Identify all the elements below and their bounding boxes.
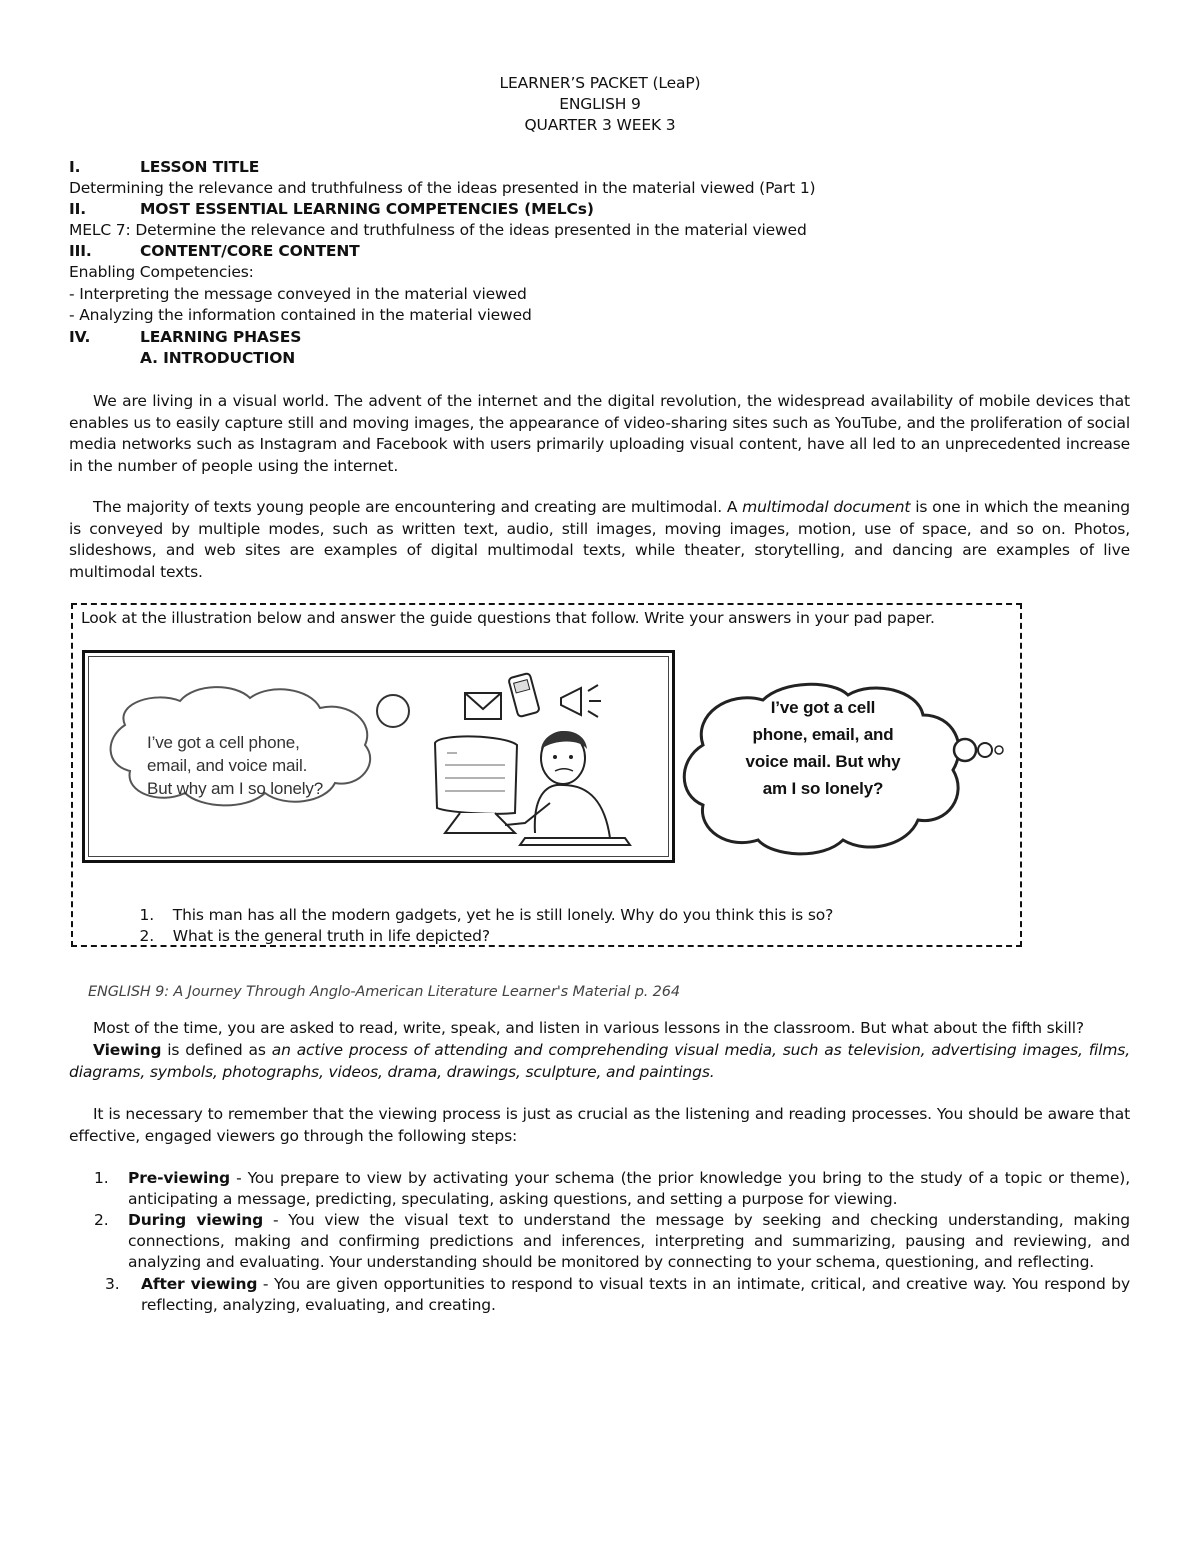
guide-questions: [117, 905, 833, 947]
envelope-icon: [465, 693, 501, 719]
introduction-subheading: A. INTRODUCTION: [140, 349, 296, 367]
viewing-definition: [69, 1040, 1130, 1083]
right-bubble-line-1: I’ve got a cell: [770, 698, 876, 717]
section-3-heading: [69, 241, 360, 262]
viewing-term: Viewing: [93, 1041, 162, 1059]
thought-dot-medium: [978, 743, 992, 757]
right-bubble-line-4: am I so lonely?: [762, 779, 884, 798]
step-during-viewing: [94, 1210, 1130, 1273]
section-4-number: IV.: [69, 328, 91, 346]
intro-paragraph-1: We are living in a visual world. The advent of the internet and the digital revolution, the widespread availability of mobile devices that enables us to easily capture still and moving images, the appearance of video-sharing sites such as YouTube, and the proliferation of social media networks such as Instagram and Facebook with users primarily uploading visual content, have all led to an unprecedented increase in the number of people using the internet.: [69, 392, 1130, 475]
right-bubble-line-3: voice mail. But why: [745, 752, 901, 771]
question-1-number: 1.: [139, 906, 154, 924]
intro-p2-end: is one in which the meaning is conveyed by multiple modes, such as written text, audio, still images, moving images, motion, use of space, and so on. Photos, slideshows, and web sites are examples of digital multimodal texts, while theater, storytelling, and dancing are examples of live multimodal texts.: [69, 498, 1130, 581]
man-figure: [505, 731, 630, 845]
computer-monitor-icon: [435, 736, 517, 833]
thought-circle: [377, 695, 409, 727]
step-after-viewing: [105, 1274, 1130, 1316]
guide-question-1: [117, 905, 833, 926]
melc-text: MELC 7: Determine the relevance and truthfulness of the ideas presented in the material viewed: [69, 221, 807, 239]
question-2-number: 2.: [139, 927, 154, 945]
cartoon-illustration: [82, 650, 675, 863]
step-1-text: - You prepare to view by activating your schema (the prior knowledge you bring to the study of a topic or theme), anticipating a message, predicting, speculating, asking questions, and setting a purpose for viewing.: [128, 1169, 1130, 1208]
section-3-number: III.: [69, 242, 92, 260]
multimodal-term: multimodal document: [742, 498, 911, 516]
guide-question-2: [117, 926, 833, 947]
competency-item-1: - Interpreting the message conveyed in the material viewed: [69, 285, 527, 303]
source-caption: ENGLISH 9: A Journey Through Anglo-American Literature Learner's Material p. 264: [88, 984, 680, 1000]
thought-dot-small: [995, 746, 1003, 754]
step-3-text: - You are given opportunities to respond to visual texts in an intimate, critical, and creative way. You respond by reflecting, analyzing, evaluating, and creating.: [141, 1275, 1130, 1314]
step-2-text: - You view the visual text to understand the message by seeking and checking understanding, making connections, making and confirming predictions and inferences, interpreting and summarizing, pausing and reviewing, and analyzing and evaluating. Your understanding should be monitored by connecting to your schema, questioning, and reflecting.: [128, 1211, 1130, 1271]
section-4-title: LEARNING PHASES: [140, 328, 302, 346]
left-bubble-line-1: I’ve got a cell phone,: [147, 733, 300, 752]
step-pre-viewing: [94, 1168, 1130, 1210]
step-2-term: During viewing: [128, 1211, 264, 1229]
step-1-number: 1.: [94, 1169, 109, 1187]
question-1-text: This man has all the modern gadgets, yet he is still lonely. Why do you think this is so?: [172, 906, 834, 924]
viewing-paragraph-1: Most of the time, you are asked to read, write, speak, and listen in various lessons in the classroom. But what about the fifth skill?: [93, 1019, 1084, 1037]
question-2-text: What is the general truth in life depicted?: [172, 927, 490, 945]
competency-item-2: - Analyzing the information contained in the material viewed: [69, 306, 532, 324]
section-4-heading: [69, 327, 301, 348]
section-3-title: CONTENT/CORE CONTENT: [140, 242, 360, 260]
subject-title: ENGLISH 9: [559, 95, 641, 113]
step-3-term: After viewing: [141, 1275, 258, 1293]
voice-mail-megaphone-icon: [561, 685, 601, 717]
packet-title: LEARNER’S PACKET (LeaP): [499, 74, 701, 92]
step-3-number: 3.: [105, 1275, 120, 1293]
viewing-definition-text: an active process of attending and comprehending visual media, such as television, advertising images, films, diagrams, symbols, photographs, videos, drama, drawings, sculpture, and paintings.: [69, 1041, 1130, 1081]
step-2-number: 2.: [94, 1211, 109, 1229]
section-2-number: II.: [69, 200, 86, 218]
left-bubble-line-3: But why am I so lonely?: [147, 779, 324, 798]
cell-phone-icon: [508, 673, 540, 717]
quarter-week-title: QUARTER 3 WEEK 3: [524, 116, 676, 134]
activity-instruction: Look at the illustration below and answer the guide questions that follow. Write your answers in your pad paper.: [81, 609, 935, 627]
activity-box: [71, 603, 1022, 947]
lesson-title-text: Determining the relevance and truthfulness of the ideas presented in the material viewed (Part 1): [69, 179, 816, 197]
intro-p2-start: The majority of texts young people are encountering and creating are multimodal. A: [93, 498, 743, 516]
right-bubble-line-2: phone, email, and: [752, 725, 894, 744]
viewing-paragraph-3: It is necessary to remember that the viewing process is just as crucial as the listening and reading processes. You should be aware that effective, engaged viewers go through the following steps:: [69, 1105, 1130, 1145]
enabling-competencies-label: Enabling Competencies:: [69, 263, 254, 281]
left-bubble-line-2: email, and voice mail.: [147, 756, 308, 775]
section-2-title: MOST ESSENTIAL LEARNING COMPETENCIES (MELCs): [140, 200, 594, 218]
cartoon-drawing: [85, 653, 672, 860]
intro-paragraph-2: [69, 497, 1130, 583]
right-thought-bubble: [673, 675, 1018, 865]
section-1-number: I.: [69, 158, 81, 176]
viewing-definition-lead: is defined as: [161, 1041, 272, 1059]
step-1-term: Pre-viewing: [128, 1169, 230, 1187]
thought-dot-large: [954, 739, 976, 761]
section-1-heading: [69, 157, 259, 178]
section-1-title: LESSON TITLE: [140, 158, 260, 176]
section-2-heading: [69, 199, 594, 220]
